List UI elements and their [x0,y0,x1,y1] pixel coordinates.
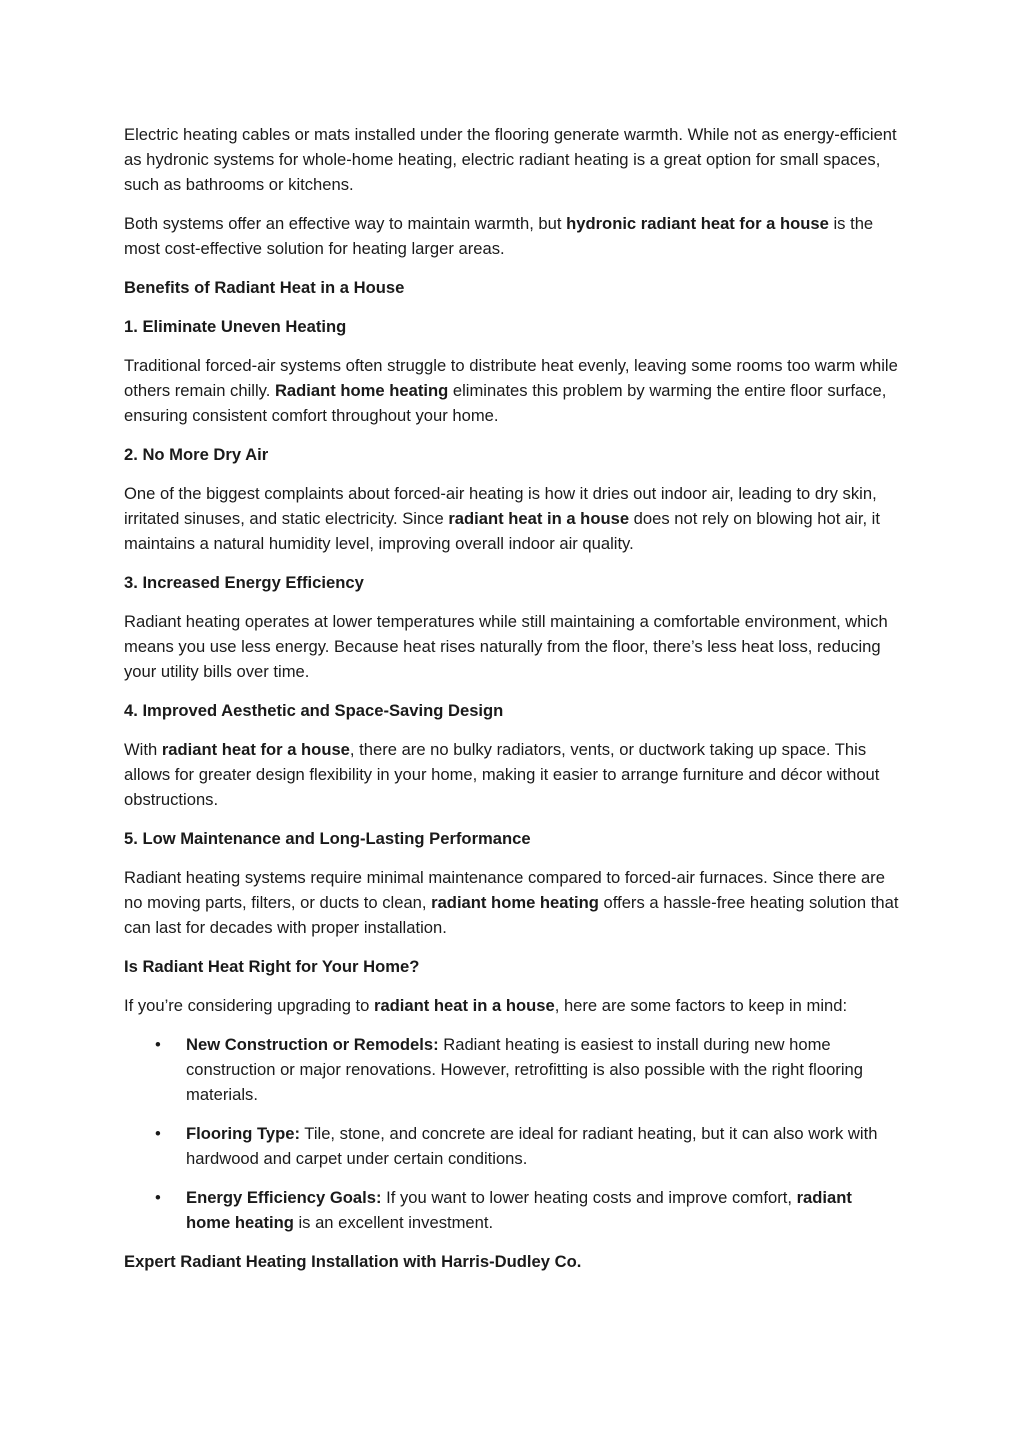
benefit-4-text-after: , there are no bulky radiators, vents, or ductwork taking up space. This allows for greater design flexibility in your home, making it easier to arrange furniture and décor without obstructions. [124,740,880,809]
list-item [124,1121,900,1171]
benefit-1-text-after: eliminates this problem by warming the entire floor surface, ensuring consistent comfort throughout your home. [124,381,887,425]
bullet-icon: • [155,1035,161,1054]
benefit-title-1: 1. Eliminate Uneven Heating [124,317,347,336]
factor-label-2: Flooring Type: [186,1124,300,1143]
benefit-2-text-before: One of the biggest complaints about forced-air heating is how it dries out indoor air, leading to dry skin, irritated sinuses, and static electricity. Since [124,484,877,528]
factor-text-after-3: is an excellent investment. [293,1213,494,1232]
benefit-paragraph-4 [124,737,900,812]
bullet-icon: • [155,1188,161,1207]
document-page [124,122,900,1288]
closing-heading: Expert Radiant Heating Installation with Harris-Dudley Co. [124,1252,582,1271]
benefit-5-text-after: offers a hassle-free heating solution that can last for decades with proper installation. [124,893,899,937]
benefit-paragraph-5 [124,865,900,940]
right-for-home-intro [124,993,900,1018]
intro-paragraph-systems [124,211,900,261]
right-for-home-bold-phrase: radiant heat in a house [373,996,555,1015]
benefit-1-bold-phrase: Radiant home heating [274,381,449,400]
factor-text-3: If you want to lower heating costs and improve comfort, [381,1188,797,1207]
right-for-home-text-after: , here are some factors to keep in mind: [554,996,848,1015]
benefits-heading: Benefits of Radiant Heat in a House [124,278,405,297]
intro-bold-phrase: hydronic radiant heat for a house [566,214,829,233]
intro-paragraph-electric [124,122,900,197]
factor-text-2: Tile, stone, and concrete are ideal for radiant heating, but it can also work with hardwood and carpet under certain conditions. [186,1124,878,1168]
list-item [124,1032,900,1107]
bullet-icon: • [155,1124,161,1143]
benefit-paragraph-1 [124,353,900,428]
benefit-paragraph-2 [124,481,900,556]
factors-list [124,1032,900,1235]
factor-label-1: New Construction or Remodels: [186,1035,439,1054]
list-item [124,1185,900,1235]
intro-text-after: is the most cost-effective solution for heating larger areas. [124,214,874,258]
benefit-title-5: 5. Low Maintenance and Long-Lasting Performance [124,829,531,848]
benefit-5-text-before: Radiant heating systems require minimal maintenance compared to forced-air furnaces. Since there are no moving parts, filters, or ducts to clean, [124,868,885,912]
benefit-title-4: 4. Improved Aesthetic and Space-Saving Design [124,701,504,720]
benefit-paragraph-3 [124,609,900,684]
intro-text: Electric heating cables or mats installed under the flooring generate warmth. While not as energy-efficient as hydronic systems for whole-home heating, electric radiant heating is a great option for small spaces, such as bathrooms or kitchens. [124,125,897,194]
factor-bold-phrase-3: radiant home heating [186,1188,852,1232]
benefit-4-bold-phrase: radiant heat for a house [161,740,350,759]
factor-text-1: Radiant heating is easiest to install during new home construction or major renovations. However, retrofitting is also possible with the right flooring materials. [186,1035,863,1104]
benefit-5-bold-phrase: radiant home heating [431,893,599,912]
benefit-title-2: 2. No More Dry Air [124,445,269,464]
benefit-2-text-after: does not rely on blowing hot air, it maintains a natural humidity level, improving overall indoor air quality. [124,509,880,553]
intro-text-before: Both systems offer an effective way to maintain warmth, but [124,214,567,233]
right-for-home-heading: Is Radiant Heat Right for Your Home? [124,957,420,976]
factor-label-3: Energy Efficiency Goals: [186,1188,382,1207]
right-for-home-text-before: If you’re considering upgrading to [124,996,374,1015]
benefit-4-text-before: With [124,740,162,759]
benefit-title-3: 3. Increased Energy Efficiency [124,573,364,592]
benefit-2-bold-phrase: radiant heat in a house [448,509,630,528]
benefit-3-text: Radiant heating operates at lower temperatures while still maintaining a comfortable environment, which means you use less energy. Because heat rises naturally from the floor, there’s less heat loss, reducing your utility bills over time. [124,612,888,681]
benefit-1-text-before: Traditional forced-air systems often struggle to distribute heat evenly, leaving some rooms too warm while others remain chilly. [124,356,898,400]
